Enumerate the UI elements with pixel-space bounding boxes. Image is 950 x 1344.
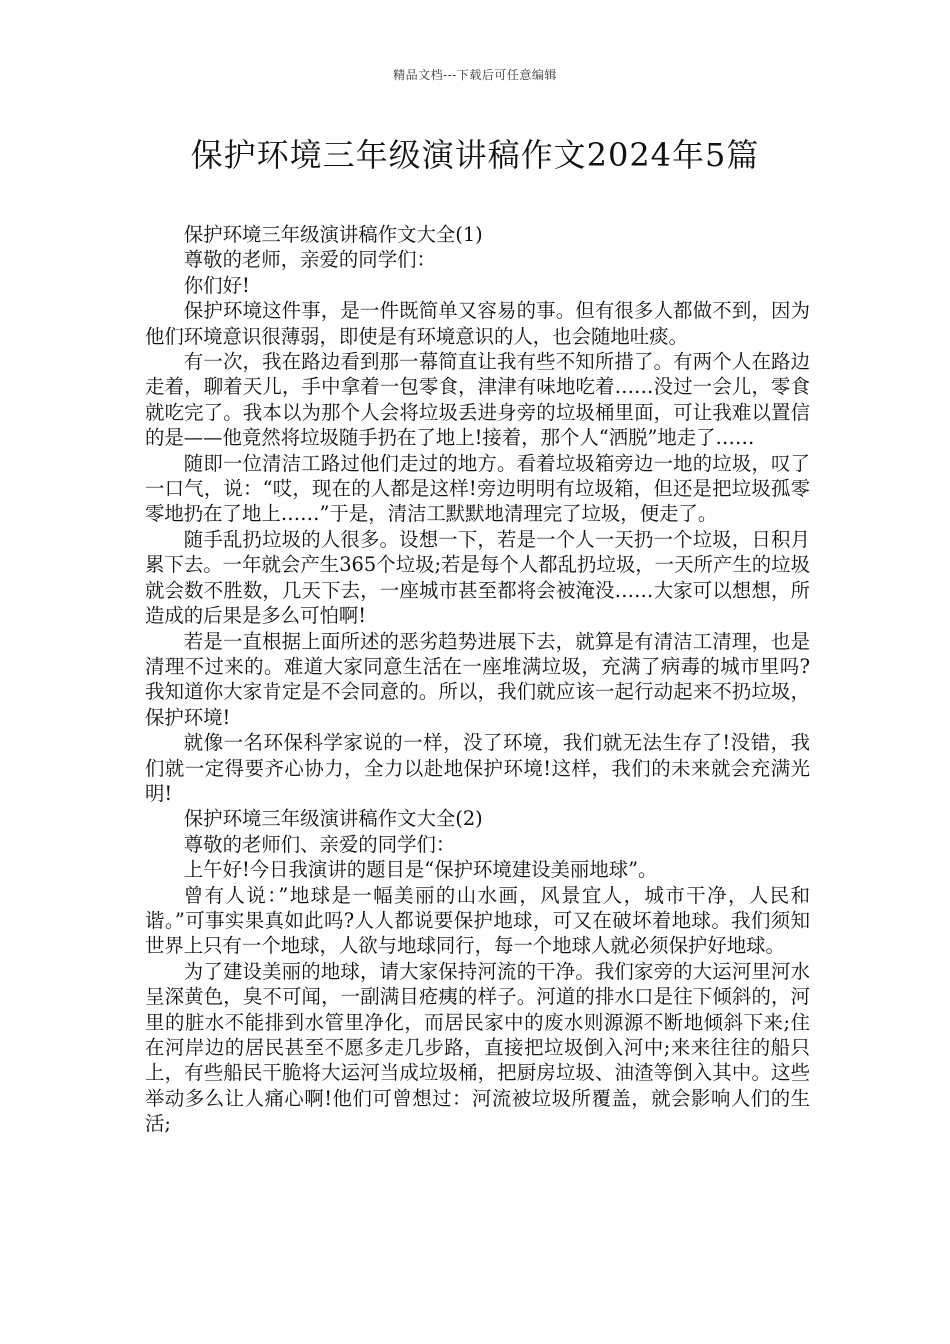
paragraph: 保护环境三年级演讲稿作文大全(2) xyxy=(183,807,483,831)
paragraph: 尊敬的老师，亲爱的同学们： xyxy=(183,248,436,272)
paragraph: 保护环境这件事，是一件既简单又容易的事。但有很多人都做不到，因为他们环境意识很薄弱，即使是有环境意识的人，也会随地吐痰。 xyxy=(145,299,810,348)
document-body xyxy=(145,222,810,1137)
paragraph: 有一次，我在路边看到那一幕简直让我有些不知所措了。有两个人在路边走着，聊着天儿，手中拿着一包零食，津津有味地吃着……没过一会儿，零食就吃完了。我本以为那个人会将垃圾丢进身旁的垃圾桶里面，可让我难以置信的是——他竟然将垃圾随手扔在了地上!接着，那个人“洒脱”地走了…… xyxy=(145,350,810,450)
paragraph: 若是一直根据上面所述的恶劣趋势进展下去，就算是有清洁工清理，也是清理不过来的。难道大家同意生活在一座堆满垃圾，充满了病毒的城市里吗?我知道你大家肯定是不会同意的。所以，我们就应该一起行动起来不扔垃圾，保护环境! xyxy=(145,629,810,729)
document-title: 保护环境三年级演讲稿作文2024年5篇 xyxy=(190,136,760,174)
paragraph: 尊敬的老师们、亲爱的同学们： xyxy=(183,832,456,856)
paragraph: 上午好!今日我演讲的题目是“保护环境建设美丽地球”。 xyxy=(183,858,658,882)
header-note: 精品文档---下载后可任意编辑 xyxy=(393,68,557,82)
paragraph: 随即一位清洁工路过他们走过的地方。看着垃圾箱旁边一地的垃圾，叹了一口气，说：“哎，现在的人都是这样!旁边明明有垃圾箱，但还是把垃圾孤零零地扔在了地上……”于是，清洁工默默地清理完了垃圾，便走了。 xyxy=(145,451,810,526)
paragraph: 就像一名环保科学家说的一样，没了环境，我们就无法生存了!没错，我们就一定得要齐心协力，全力以赴地保护环境!这样，我们的未来就会充满光明! xyxy=(145,731,810,805)
paragraph: 保护环境三年级演讲稿作文大全(1) xyxy=(183,223,483,246)
paragraph: 为了建设美丽的地球，请大家保持河流的干净。我们家旁的大运河里河水呈深黄色，臭不可闻，一副满目疮痍的样子。河道的排水口是往下倾斜的，河里的脏水不能排到水管里净化，而居民家中的废水则源源不断地倾斜下来;住在河岸边的居民甚至不愿多走几步路，直接把垃圾倒入河中;来来往往的船只上，有些船民干脆将大运河当成垃圾桶，把厨房垃圾、油渣等倒入其中。这些举动多么让人痛心啊!他们可曾想过：河流被垃圾所覆盖，就会影响人们的生活; xyxy=(145,959,810,1136)
paragraph: 曾有人说：”地球是一幅美丽的山水画，风景宜人，城市干净，人民和谐。”可事实果真如此吗?人人都说要保护地球，可又在破坏着地球。我们须知世界上只有一个地球，人欲与地球同行，每一个地球人就必须保护好地球。 xyxy=(145,883,810,958)
paragraph: 随手乱扔垃圾的人很多。设想一下，若是一个人一天扔一个垃圾，日积月累下去。一年就会产生365个垃圾;若是每个人都乱扔垃圾，一天所产生的垃圾就会数不胜数，几天下去，一座城市甚至都将会被淹没……大家可以想想，所造成的后果是多么可怕啊! xyxy=(145,527,810,628)
paragraph: 你们好! xyxy=(183,273,250,297)
